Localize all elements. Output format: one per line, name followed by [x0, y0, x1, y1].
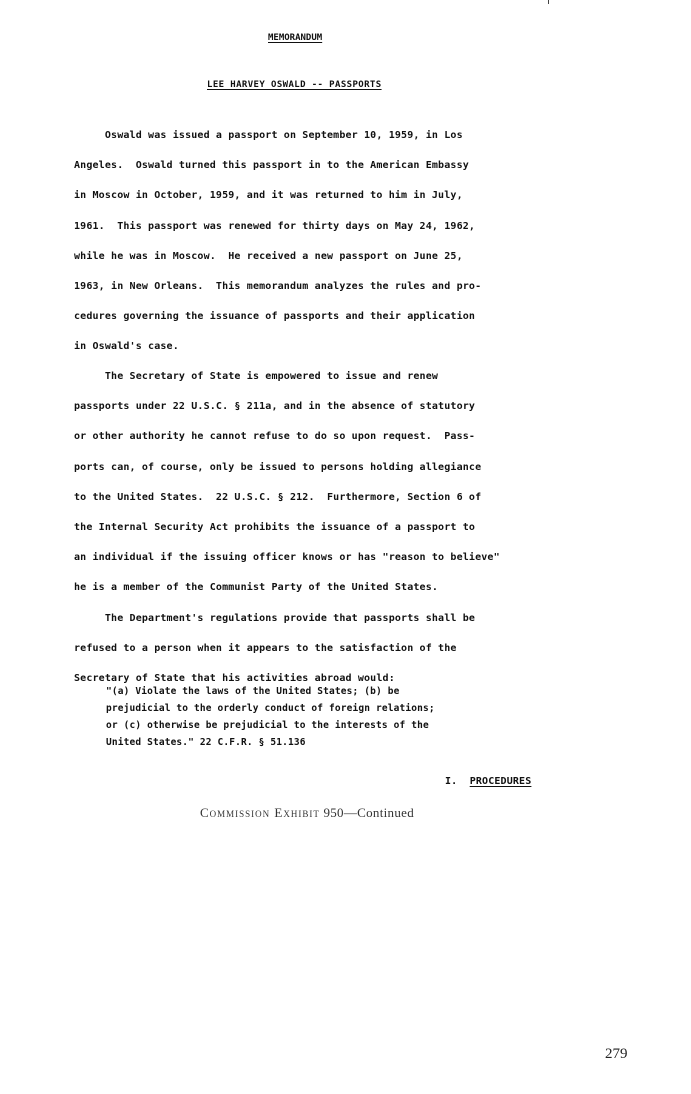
quote-line: United States." 22 C.F.R. § 51.136 [106, 737, 306, 748]
body-line: to the United States. 22 U.S.C. § 212. Furthermore, Section 6 of [74, 491, 482, 503]
body-line: cedures governing the issuance of passports and their application [74, 311, 476, 323]
quote-line: or (c) otherwise be prejudicial to the interests of the [106, 720, 429, 731]
page-number: 279 [605, 1046, 628, 1062]
scan-mark [548, 0, 549, 4]
section-number: I. [445, 776, 458, 787]
body-line: passports under 22 U.S.C. § 211a, and in the absence of statutory [74, 401, 476, 413]
body-line: ports can, of course, only be issued to persons holding allegiance [74, 461, 482, 473]
body-line: refused to a person when it appears to the satisfaction of the [74, 643, 457, 655]
body-line: 1961. This passport was renewed for thirty days on May 24, 1962, [74, 220, 476, 232]
body-line: Secretary of State that his activities abroad would: [74, 673, 395, 685]
body-line: or other authority he cannot refuse to do so upon request. Pass- [74, 431, 476, 443]
body-line: in Moscow in October, 1959, and it was returned to him in July, [74, 190, 463, 202]
caption-number: 950 [323, 805, 344, 820]
body-line: he is a member of the Communist Party of the United States. [74, 582, 439, 594]
body-line: The Department's regulations provide that passports shall be [74, 613, 476, 624]
body-line: 1963, in New Orleans. This memorandum analyzes the rules and pro- [74, 281, 482, 292]
body-line: in Oswald's case. [74, 341, 179, 353]
body-line: an individual if the issuing officer knows or has "reason to believe" [74, 552, 500, 564]
section-title: PROCEDURES [469, 776, 532, 787]
body-line: The Secretary of State is empowered to issue and renew [74, 371, 439, 382]
quote-line: prejudicial to the orderly conduct of foreign relations; [106, 703, 435, 714]
quote-line: "(a) Violate the laws of the United States; (b) be [106, 686, 400, 697]
caption-suffix: —Continued [343, 805, 415, 820]
exhibit-caption [200, 805, 414, 821]
section-heading [445, 776, 531, 787]
body-line: while he was in Moscow. He received a new passport on June 25, [74, 250, 463, 262]
body-line: Angeles. Oswald turned this passport in to the American Embassy [74, 160, 469, 172]
body-line: the Internal Security Act prohibits the issuance of a passport to [74, 522, 476, 533]
caption-label: Commission Exhibit [200, 805, 320, 820]
body-line: Oswald was issued a passport on September 10, 1959, in Los [74, 130, 463, 141]
subject-heading: LEE HARVEY OSWALD -- PASSPORTS [207, 80, 382, 90]
memo-heading: MEMORANDUM [268, 33, 323, 43]
